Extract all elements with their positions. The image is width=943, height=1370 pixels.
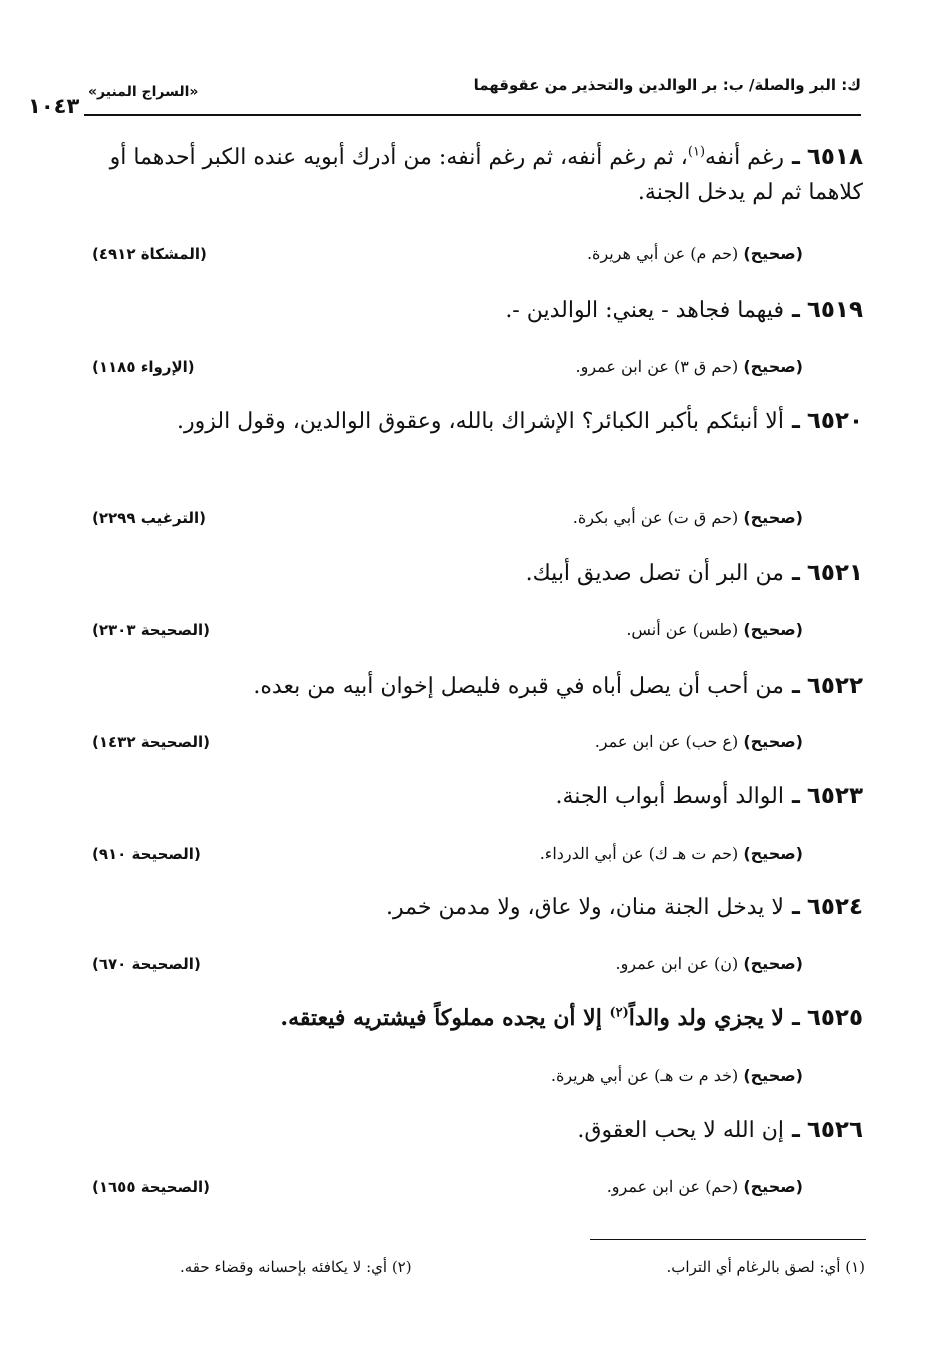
footnote-mark: (١) bbox=[845, 1258, 865, 1276]
hadith-text: من أحب أن يصل أباه في قبره فليصل إخوان أبيه من بعده. bbox=[253, 674, 784, 699]
source-ref: (الترغيب ٢٢٩٩) bbox=[92, 509, 207, 527]
hadith-text: ألا أنبئكم بأكبر الكبائر؟ الإشراك بالله، وعقوق الوالدين، وقول الزور. bbox=[177, 409, 784, 434]
narration: (حم م) عن أبي هريرة. bbox=[586, 244, 739, 263]
grade-line bbox=[92, 729, 803, 755]
page-number: ١٠٤٣ bbox=[28, 94, 80, 118]
hadith-number: ٦٥٢١ bbox=[806, 560, 863, 586]
grade: (صحيح) bbox=[743, 844, 803, 863]
hadith-text: لا يدخل الجنة منان، ولا عاق، ولا مدمن خمر. bbox=[386, 895, 784, 920]
grade: (صحيح) bbox=[743, 244, 803, 263]
hadith-number: ٦٥٢٤ bbox=[806, 894, 863, 920]
grade: (صحيح) bbox=[743, 620, 803, 639]
hadith-6526: ٦٥٢٦ ـ إن الله لا يحب العقوق. bbox=[577, 1117, 863, 1143]
hadith-number: ٦٥١٩ bbox=[806, 297, 863, 323]
grade: (صحيح) bbox=[743, 508, 803, 527]
hadith-number: ٦٥٢٠ bbox=[806, 408, 863, 434]
grade-line bbox=[92, 1174, 803, 1200]
source-ref: (الصحيحة ١٤٣٢) bbox=[92, 733, 210, 751]
hadith-text: من البر أن تصل صديق أبيك. bbox=[525, 561, 784, 586]
hadith-text: الوالد أوسط أبواب الجنة. bbox=[555, 784, 784, 809]
grade-line bbox=[92, 241, 803, 267]
hadith-number: ٦٥٢٥ bbox=[806, 1005, 863, 1031]
running-header bbox=[28, 70, 861, 118]
source-ref: (الصحيحة ٩١٠) bbox=[92, 845, 201, 863]
source-ref: (الإرواء ١١٨٥) bbox=[92, 358, 195, 376]
narration: (حم ق ٣) عن ابن عمرو. bbox=[575, 357, 739, 376]
grade-line bbox=[92, 505, 803, 531]
grade-line bbox=[92, 617, 803, 643]
narration: (حم) عن ابن عمرو. bbox=[606, 1177, 739, 1196]
hadith-number: ٦٥١٨ bbox=[806, 144, 863, 170]
hadith-number: ٦٥٢٢ bbox=[806, 673, 863, 699]
footnote-ref[interactable]: (٢) bbox=[609, 1005, 629, 1021]
grade-line bbox=[92, 1063, 803, 1089]
footnote-mark: (٢) bbox=[391, 1258, 412, 1276]
hadith-text: إن الله لا يحب العقوق. bbox=[577, 1118, 784, 1143]
grade-line bbox=[92, 841, 803, 867]
chapter-title: ك: البر والصلة/ ب: بر الوالدين والتحذير من عقوقهما bbox=[473, 76, 861, 94]
hadith-6525: ٦٥٢٥ ـ لا يجزي ولد والداً$^{(٢)}$ إلا أن يجده مملوكاً فيشتريه فيعتقه. bbox=[280, 1005, 863, 1031]
source-ref: (الصحيحة ٢٣٠٣) bbox=[92, 621, 210, 639]
hadith-text: لا يجزي ولد والداً$^{(٢)}$ إلا أن يجده مملوكاً فيشتريه فيعتقه. bbox=[280, 1005, 784, 1031]
book-title: «السراج المنير» bbox=[88, 84, 199, 100]
source-ref: (الصحيحة ٦٧٠) bbox=[92, 955, 201, 973]
hadith-6519: ٦٥١٩ ـ فيهما فجاهد - يعني: الوالدين -. bbox=[505, 297, 863, 323]
footnote-2 bbox=[180, 1258, 412, 1276]
footnote-text: أي: لا يكافئه بإحسانه وقضاء حقه. bbox=[180, 1258, 388, 1276]
hadith-number: ٦٥٢٦ bbox=[806, 1117, 863, 1143]
hadith-6523: ٦٥٢٣ ـ الوالد أوسط أبواب الجنة. bbox=[555, 783, 863, 809]
narration: (خد م ت هـ) عن أبي هريرة. bbox=[550, 1066, 739, 1085]
hadith-6524: ٦٥٢٤ ـ لا يدخل الجنة منان، ولا عاق، ولا مدمن خمر. bbox=[386, 894, 863, 920]
grade: (صحيح) bbox=[743, 732, 803, 751]
grade: (صحيح) bbox=[743, 357, 803, 376]
footnote-ref[interactable]: (١) bbox=[687, 144, 706, 160]
grade-line bbox=[92, 951, 803, 977]
footnote-1 bbox=[667, 1258, 865, 1276]
hadith-6522: ٦٥٢٢ ـ من أحب أن يصل أباه في قبره فليصل إخوان أبيه من بعده. bbox=[253, 673, 863, 699]
narration: (ن) عن ابن عمرو. bbox=[615, 954, 739, 973]
hadith-6520: ٦٥٢٠ ـ ألا أنبئكم بأكبر الكبائر؟ الإشراك بالله، وعقوق الوالدين، وقول الزور. bbox=[177, 408, 863, 434]
hadith-6518: ٦٥١٨ ـ رغم أنفه$^{(١)}$، ثم رغم أنفه، ثم رغم أنفه: من أدرك أبويه عنده الكبر أحدهما أو كلاهما ثم لم يدخل الجنة. bbox=[109, 144, 863, 205]
header-rule bbox=[84, 114, 861, 116]
narration: (طس) عن أنس. bbox=[626, 620, 739, 639]
footnote-rule bbox=[590, 1239, 866, 1240]
hadith-text: فيهما فجاهد - يعني: الوالدين -. bbox=[505, 298, 784, 323]
footnote-text: أي: لصق بالرغام أي التراب. bbox=[666, 1258, 841, 1276]
narration: (حم ت هـ ك) عن أبي الدرداء. bbox=[539, 844, 739, 863]
hadith-text: رغم أنفه$^{(١)}$، ثم رغم أنفه، ثم رغم أنفه: من أدرك أبويه عنده الكبر أحدهما أو كلاهما ثم لم يدخل الجنة. bbox=[109, 144, 863, 205]
source-ref: (المشكاة ٤٩١٢) bbox=[92, 245, 207, 263]
hadith-6521: ٦٥٢١ ـ من البر أن تصل صديق أبيك. bbox=[525, 560, 863, 586]
grade: (صحيح) bbox=[743, 954, 803, 973]
footnotes bbox=[150, 1258, 865, 1286]
grade: (صحيح) bbox=[743, 1177, 803, 1196]
hadith-number: ٦٥٢٣ bbox=[806, 783, 863, 809]
source-ref: (الصحيحة ١٦٥٥) bbox=[92, 1178, 210, 1196]
narration: (حم ق ت) عن أبي بكرة. bbox=[572, 508, 739, 527]
narration: (ع حب) عن ابن عمر. bbox=[594, 732, 739, 751]
grade-line bbox=[92, 354, 803, 380]
grade: (صحيح) bbox=[743, 1066, 803, 1085]
